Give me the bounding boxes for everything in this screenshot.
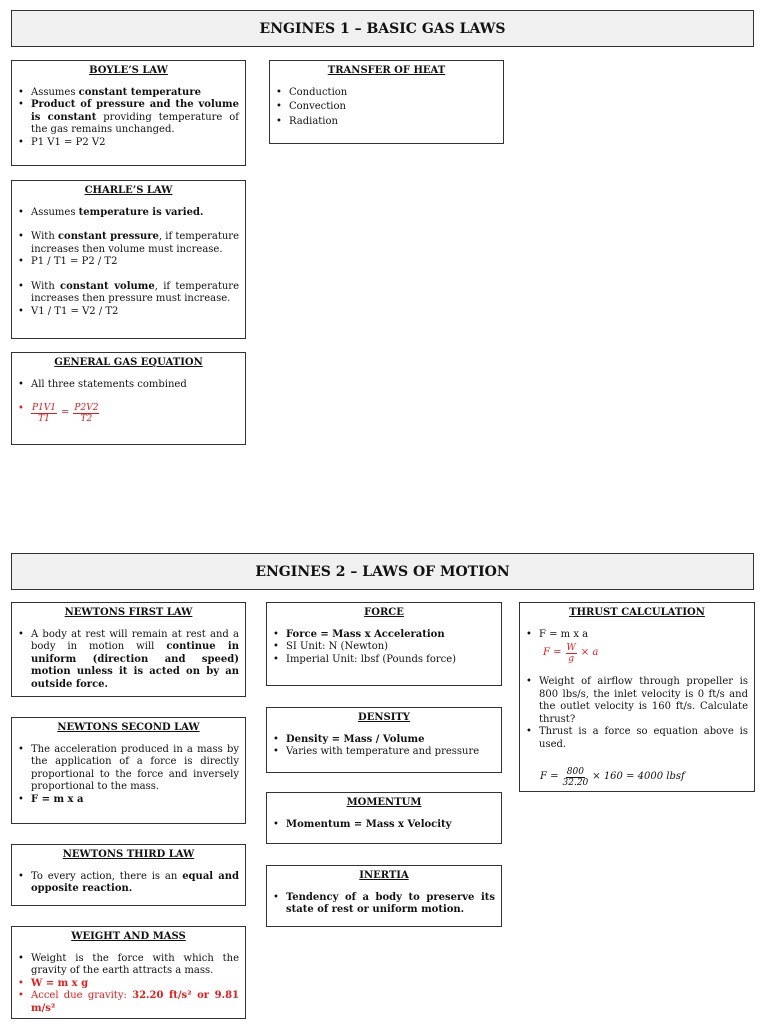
box-title: DENSITY [358,712,410,723]
bullet: • P1 V1 = P2 V2 [31,137,239,150]
bullet: • Momentum = Mass x Velocity [286,819,495,832]
momentum-box [266,792,502,844]
newtons-first-law-box [11,602,246,697]
charles-law-box [11,180,246,339]
bullet: • Imperial Unit: lbsf (Pounds force) [286,654,495,667]
list-item: • Convection [289,101,497,114]
weight-and-mass-box [11,926,246,1019]
bullet: • With constant volume, if temperature increases then pressure must increase. [31,281,239,306]
bullet: • Force = Mass x Acceleration [286,629,495,642]
bullet: • All three statements combined [31,379,239,392]
transfer-of-heat-box [269,60,504,144]
list-item: • Conduction [289,87,497,100]
inertia-box [266,865,502,927]
box-title: WEIGHT AND MASS [71,931,186,942]
boyles-law-box [11,60,246,166]
newtons-second-law-box [11,717,246,824]
bullet: • Weight of airflow through propeller is 800 lbs/s, the inlet velocity is 0 ft/s and the outlet velocity is 160 ft/s. Calculate thrust? [539,676,748,726]
box-title: GENERAL GAS EQUATION [54,357,203,368]
bullet: • W = m x g [31,978,239,991]
bullet: • The acceleration produced in a mass by the application of a force is directly proportional to the force and inversely proportional to the mass. [31,744,239,794]
newtons-third-law-box [11,844,246,906]
bullet: • Density = Mass / Volume [286,734,495,747]
fraction: $\frac{W}{g}$ [566,643,576,664]
bullet: • Weight is the force with which the gravity of the earth attracts a mass. [31,953,239,978]
density-box [266,707,502,773]
section-banner-laws-of-motion [11,553,754,590]
fraction: • $\frac{P1V1}{T1}$ [32,403,57,424]
bullet: • P1 / T1 = P2 / T2 [31,256,239,269]
box-title: MOMENTUM [346,797,422,808]
bullet: • V1 / T1 = V2 / T2 [31,306,239,319]
bullet: • Varies with temperature and pressure [286,746,495,759]
bullet: • F = m x a F = $\frac{W}{g}$ × a [539,629,748,665]
gas-equation-formula: • $\frac{P1V1}{T1}$ = $\frac{P2V2}{T2}$ [31,403,239,424]
bullet: • SI Unit: N (Newton) [286,641,495,654]
bullet: • Tendency of a body to preserve its state of rest or uniform motion. [286,892,495,917]
fraction: $\frac{800}{32.20}$ [562,767,589,788]
box-title: NEWTONS FIRST LAW [64,607,193,618]
box-title: FORCE [364,607,404,618]
bullet: • F = m x a [31,794,239,807]
bullet: • Product of pressure and the volume is constant providing temperature of the gas remains unchanged. [31,99,239,137]
section-banner-gas-laws [11,10,754,47]
bullet: • Accel due gravity: 32.20 ft/s² or 9.81 m/s² [31,990,239,1015]
section-title: ENGINES 1 – BASIC GAS LAWS [259,20,506,37]
box-title: NEWTONS THIRD LAW [62,849,195,860]
box-title: CHARLE’S LAW [84,185,173,196]
list-item: • Radiation [289,116,497,129]
bullet: • To every action, there is an equal and opposite reaction. [31,871,239,896]
box-title: BOYLE’S LAW [89,65,168,76]
force-box [266,602,502,686]
fraction: $\frac{P2V2}{T2}$ [74,403,99,424]
bullet: • Assumes temperature is varied. [31,207,239,220]
thrust-calculation-box [519,602,755,792]
thrust-calculation-formula: F = $\frac{800}{32.20}$ × 160 = 4000 lbsf [540,767,685,788]
thrust-formula: F = $\frac{W}{g}$ × a [543,643,599,664]
section-title: ENGINES 2 – LAWS OF MOTION [255,563,510,580]
box-title: TRANSFER OF HEAT [327,65,446,76]
box-title: THRUST CALCULATION [569,607,705,618]
general-gas-equation-box [11,352,246,445]
bullet: • Thrust is a force so equation above is used. [539,726,748,751]
bullet: • Assumes constant temperature [31,87,239,100]
bullet: • A body at rest will remain at rest and a body in motion will continue in uniform (direction and speed) motion unless it is acted on by an outside force. [31,629,239,692]
bullet: • With constant pressure, if temperature increases then volume must increase. [31,231,239,256]
box-title: INERTIA [359,870,409,881]
box-title: NEWTONS SECOND LAW [57,722,200,733]
